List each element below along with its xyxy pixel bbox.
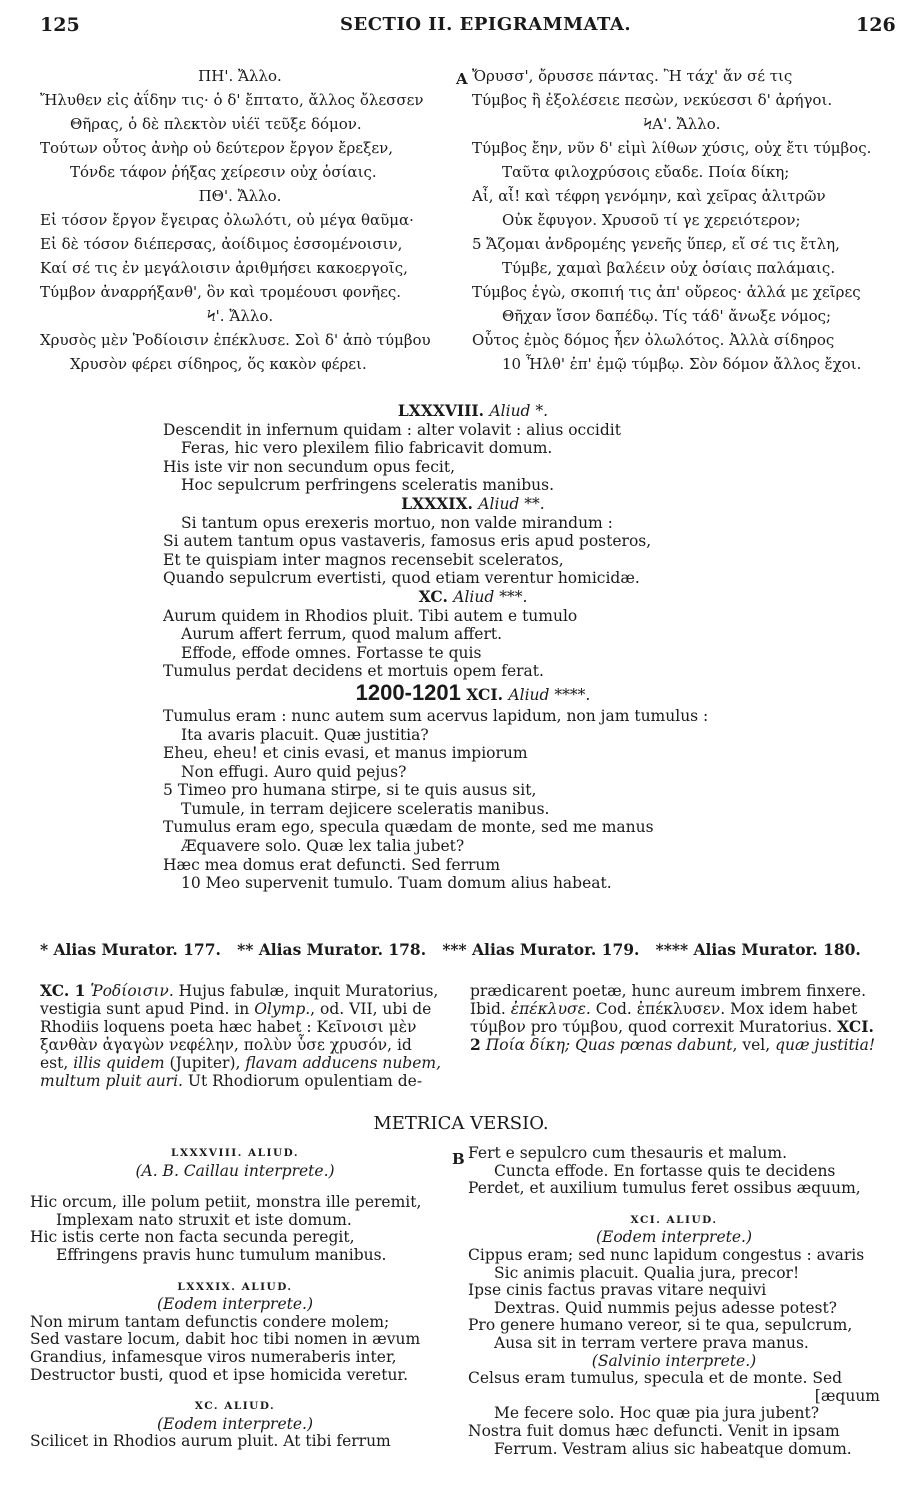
interpreter-note: (Eodem interprete.)	[595, 1228, 753, 1247]
poem-heading: ϞΑ'. Ἄλλο.	[643, 115, 721, 133]
verse-line: Destructor busti, quod et ipse homicida veretur.	[30, 1365, 409, 1384]
poem-heading: ΠΗ'. Ἄλλο.	[198, 67, 282, 85]
heading-lxxxviii	[163, 402, 783, 421]
verse-line: His iste vir non secundum opus fecit,	[163, 457, 455, 476]
heading-sub: Aliud ****.	[508, 685, 591, 704]
verse-line: Effode, effode omnes. Fortasse te quis	[181, 643, 482, 662]
verse-line: Ὄρυσσ', ὄρυσσε πάντας. Ἢ τάχ' ἄν σέ τις	[472, 67, 793, 85]
verse-line: Hoc sepulcrum perfringens sceleratis manibus.	[181, 476, 555, 495]
verse-line: Cippus eram; sed nunc lapidum congestus : avaris	[468, 1245, 865, 1264]
page-number-right: 126	[856, 14, 896, 36]
interpreter-note: (Eodem interprete.)	[156, 1295, 314, 1314]
poem-heading: LXXXVIII. ALIUD.	[170, 1147, 299, 1159]
verse-line: Non mirum tantam defunctis condere molem;	[30, 1312, 390, 1331]
heading-sub: Aliud **.	[478, 494, 545, 513]
verse-line: 5 Timeo pro humana stirpe, si te quis ausus sit,	[163, 781, 537, 800]
column-marker: 1200-1201	[355, 679, 461, 705]
poem-heading: Ϟ'. Ἄλλο.	[206, 307, 274, 325]
notes-left: XC. 1 Ῥοδίοισιν. Hujus fabulæ, inquit Muratorius, vestigia sunt apud Pind. in Olymp., od. VII, ubi de Rhodiis loquens poeta hæc habet : Κεῖνοισι μὲν ξανθὰν ἀγαγὼν νεφέλην, πολὺν ὗσε χρυσόν, id est, illis quidem (Jupiter), flavam adducens nubem, multum pluit auri. Ut Rhodiorum opulentiam de-	[40, 981, 442, 1090]
heading-xc	[163, 588, 783, 607]
verse-line: Æquavere solo. Quæ lex talia jubet?	[181, 837, 465, 856]
footnote-ref: ** Alias Murator. 178.	[237, 940, 427, 959]
verse-line: Tumulus perdat decidens et mortuis opem ferat.	[163, 662, 544, 681]
verse-line: Θῆρας, ὁ δὲ πλεκτὸν υἱέϊ τεῦξε δόμον.	[70, 115, 362, 133]
greek-left-column	[40, 64, 440, 376]
verse-line: Hic istis certe non facta secunda peregit,	[30, 1228, 355, 1247]
spacer	[30, 1265, 440, 1279]
epigram-lxxxix	[163, 514, 783, 588]
verse-line: Eheu, eheu! et cinis evasi, et manus impiorum	[163, 744, 528, 763]
epigram-lxxxviii	[163, 421, 783, 495]
verse-line: Αἶ, αἶ! καὶ τέφρη γενόμην, καὶ χεῖρας ἀλιτρῶν	[472, 187, 826, 205]
verse-line: Τύμβον ἀναρρήξανθ', ὃν καὶ τρομέουσι φονῆες.	[40, 283, 402, 301]
poem-heading: XC. ALIUD.	[194, 1400, 276, 1413]
column-letter-b: B	[452, 1150, 465, 1168]
verse-line: Grandius, infamesque viros numeraberis inter,	[30, 1347, 397, 1366]
verse-line: Dextras. Quid nummis pejus adesse potest?	[494, 1298, 837, 1317]
verse-line: Χρυσὸς μὲν Ῥοδίοισιν ἐπέκλυσε. Σοὶ δ' ἀπὸ τύμβου	[40, 331, 431, 349]
verse-line: Τύμβος ἢ ἐξολέσειε πεσὼν, νεκύεσσι δ' ἀρήγοι.	[472, 91, 833, 109]
verse-line: Celsus eram tumulus, specula et de monte. Sed	[468, 1369, 843, 1388]
spacer	[30, 1180, 440, 1194]
verse-line: Ταῦτα φιλοχρύσοις εὔαδε. Ποία δίκη;	[502, 163, 790, 181]
verse-line: Descendit in infernum quidam : alter volavit : alius occidit	[163, 420, 621, 439]
heading-xci	[163, 681, 783, 707]
verse-line: Sic animis placuit. Qualia jura, precor!	[494, 1263, 800, 1282]
notes-right: prædicarent poetæ, hunc aureum imbrem finxere. Ibid. ἐπέκλυσε. Cod. ἐπέκλυσεν. Mox idem habet τύμβον pro τύμβου, quod correxit Muratorius. XCI. 2 Ποία δίκη; Quas pœnas dabunt, vel, quæ justitia!	[470, 982, 876, 1054]
verse-line: Quando sepulcrum evertisti, quod etiam verentur homicidæ.	[163, 569, 640, 588]
verse-line: Si autem tantum opus vastaveris, famosus eris apud posteros,	[163, 532, 652, 551]
poem-heading: LXXXIX. ALIUD.	[177, 1280, 293, 1293]
verse-line: Τούτων οὗτος ἀνὴρ οὐ δεύτερον ἔργον ἔρεξεν,	[40, 139, 393, 157]
verse-line: Ferrum. Vestram alius sic habeatque domum.	[494, 1439, 852, 1458]
verse-line: Perdet, et auxilium tumulus feret ossibus æquum,	[468, 1179, 861, 1198]
heading-number: LXXXVIII.	[397, 401, 485, 420]
interpreter-note: (Salvinio interprete.)	[591, 1351, 757, 1370]
greek-right-column	[472, 64, 892, 376]
epigram-xc	[163, 607, 783, 681]
interpreter-note: (A. B. Caillau interprete.)	[135, 1161, 335, 1180]
heading-number: LXXXIX.	[401, 493, 473, 513]
verse-line: Me fecere solo. Hoc quæ pia jura jubent?	[494, 1404, 820, 1423]
heading-lxxxix	[163, 495, 783, 514]
verse-line: Ipse cinis factus pravas vitare nequivi	[468, 1281, 767, 1300]
verse-line: Τύμβε, χαμαὶ βαλέειν οὐχ ὁσίαις παλάμαις.	[502, 259, 836, 277]
verse-line: Tumule, in terram dejicere sceleratis manibus.	[181, 799, 550, 818]
footnote-references	[40, 940, 900, 959]
verse-line: Nostra fuit domus hæc defuncti. Venit in ipsam	[468, 1421, 840, 1440]
verse-line: Οὐκ ἔφυγον. Χρυσοῦ τί γε χερειότερον;	[502, 211, 801, 229]
spacer	[468, 1198, 880, 1212]
poem-heading: XCI. ALIUD.	[630, 1213, 718, 1226]
verse-line: Καί σέ τις ἐν μεγάλοισιν ἀριθμήσει κακοεργοῖς,	[40, 259, 408, 277]
verse-line: Effringens pravis hunc tumulum manibus.	[56, 1245, 387, 1264]
heading-number: XC.	[418, 586, 448, 606]
running-head: SECTIO II. EPIGRAMMATA.	[340, 14, 632, 35]
verse-line: Scilicet in Rhodios aurum pluit. At tibi ferrum	[30, 1432, 391, 1451]
verse-line: Si tantum opus erexeris mortuo, non valde mirandum :	[181, 513, 613, 532]
spacer	[30, 1384, 440, 1398]
verse-line: Ἤλυθεν εἰς ἀΐδην τις· ὁ δ' ἔπτατο, ἄλλος ὄλεσσεν	[40, 91, 424, 109]
interpreter-note: (Eodem interprete.)	[156, 1414, 314, 1433]
verse-line: Implexam nato struxit et iste domum.	[56, 1210, 352, 1229]
footnote-ref: * Alias Murator. 177.	[40, 940, 221, 959]
verse-line: Aurum quidem in Rhodios pluit. Tibi autem e tumulo	[163, 606, 578, 625]
verse-line: Pro genere humano vereor, si te qua, sepulcrum,	[468, 1316, 853, 1335]
verse-line: 10 Ἦλθ' ἐπ' ἐμῷ τύμβῳ. Σὸν δόμον ἄλλος ἔχοι.	[502, 355, 862, 373]
verse-line: Εἰ τόσον ἔργον ἔγειρας ὀλωλότι, οὐ μέγα θαῦμα·	[40, 211, 414, 229]
heading-number: XCI.	[466, 684, 504, 704]
verse-line: Τύμβος ἐγὼ, σκοπιή τις ἀπ' οὔρεος· ἀλλά με χεῖρες	[472, 283, 861, 301]
verse-line: Ita avaris placuit. Quæ justitia?	[181, 725, 429, 744]
verse-line: Τύμβος ἔην, νῦν δ' εἰμὶ λίθων χύσις, οὐχ ἔτι τύμβος.	[472, 139, 872, 157]
verse-line: Ausa sit in terram vertere prava manus.	[494, 1333, 809, 1352]
verse-line: Εἰ δὲ τόσον διέπερσας, ἀοίδιμος ἐσσομένοισιν,	[40, 235, 403, 253]
column-letter-a: A	[456, 70, 468, 88]
verse-line: Et te quispiam inter magnos recensebit sceleratos,	[163, 550, 564, 569]
heading-sub: Aliud *.	[489, 402, 549, 420]
section-title-metrica: METRICA VERSIO.	[373, 1113, 549, 1134]
footnote-ref: **** Alias Murator. 180.	[655, 940, 861, 959]
poem-heading: ΠΘ'. Ἄλλο.	[198, 187, 282, 205]
verse-line: 5 Ἄζομαι ἀνδρομέης γενεῆς ὕπερ, εἴ σέ τις ἔτλη,	[472, 235, 840, 253]
verse-line: Cuncta effode. En fortasse quis te decidens	[494, 1161, 836, 1180]
verse-line: Tumulus eram : nunc autem sum acervus lapidum, non jam tumulus :	[163, 706, 709, 725]
verse-line: Hic orcum, ille polum petiit, monstra ille peremit,	[30, 1193, 422, 1212]
verse-line: Feras, hic vero plexilem filio fabricavit domum.	[181, 439, 553, 458]
verse-line: Non effugi. Auro quid pejus?	[181, 762, 407, 781]
verse-line: Hæc mea domus erat defuncti. Sed ferrum	[163, 855, 501, 874]
verse-line: Sed vastare locum, dabit hoc tibi nomen in ævum	[30, 1330, 421, 1349]
heading-sub: Aliud ***.	[453, 587, 528, 606]
metrica-right-column	[468, 1145, 880, 1458]
verse-line: Aurum affert ferrum, quod malum affert.	[181, 625, 503, 644]
verse-line: Tumulus eram ego, specula quædam de monte, sed me manus	[163, 818, 654, 837]
verse-line: Οὗτος ἐμὸς δόμος ἦεν ὀλωλότος. Ἀλλὰ σίδηρος	[472, 331, 835, 349]
verse-line: Fert e sepulcro cum thesauris et malum.	[468, 1144, 788, 1162]
verse-line: Τόνδε τάφον ῥήξας χείρεσιν οὐχ ὁσίαις.	[70, 163, 377, 181]
verse-line: Χρυσὸν φέρει σίδηρος, ὅς κακὸν φέρει.	[70, 355, 367, 373]
epigram-xci	[163, 707, 783, 893]
verse-line: [æquum	[814, 1386, 880, 1405]
metrica-left-column	[30, 1145, 440, 1451]
verse-line: 10 Meo supervenit tumulo. Tuam domum alius habeat.	[181, 874, 612, 893]
latin-translation	[163, 402, 783, 893]
footnote-ref: *** Alias Murator. 179.	[442, 940, 640, 959]
verse-line: Θῆχαν ἴσον δαπέδῳ. Τίς τάδ' ἄνωξε νόμος;	[502, 307, 832, 325]
page-number-left: 125	[40, 14, 80, 36]
